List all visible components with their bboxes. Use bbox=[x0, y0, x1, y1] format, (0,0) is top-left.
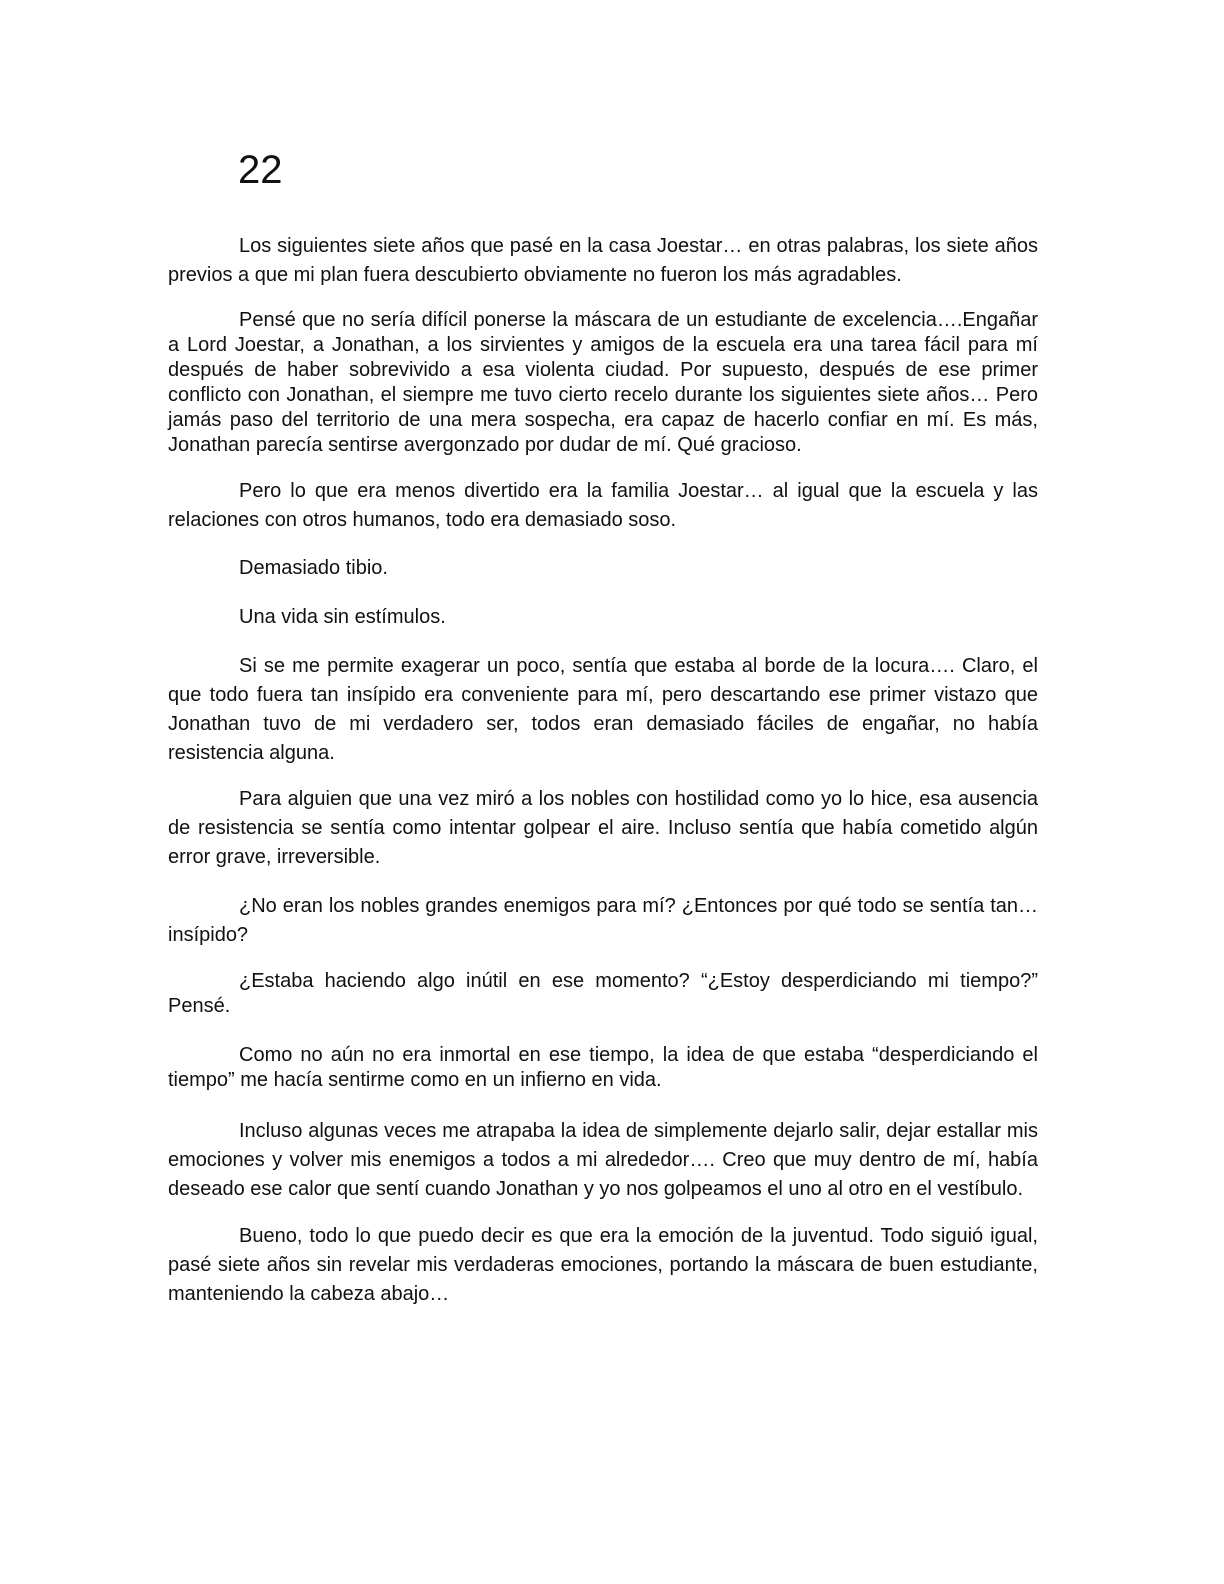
document-page bbox=[168, 0, 1038, 1584]
paragraph: Si se me permite exagerar un poco, sentía que estaba al borde de la locura…. Claro, el que todo fuera tan insípido era conveniente para mí, pero descartando ese primer vistazo que Jonathan tuvo de mi verdadero ser, todos eran demasiado fáciles de engañar, no había resistencia alguna. bbox=[168, 655, 1038, 764]
paragraph: Incluso algunas veces me atrapaba la idea de simplemente dejarlo salir, dejar estallar mis emociones y volver mis enemigos a todos a mi alrededor…. Creo que muy dentro de mí, había deseado ese calor que sentí cuando Jonathan y yo nos golpeamos el uno al otro en el vestíbulo. bbox=[168, 1120, 1038, 1200]
paragraph: Como no aún no era inmortal en ese tiempo, la idea de que estaba “desperdiciando el tiempo” me hacía sentirme como en un infierno en vida. bbox=[168, 1044, 1038, 1091]
paragraph: Para alguien que una vez miró a los nobles con hostilidad como yo lo hice, esa ausencia de resistencia se sentía como intentar golpear el aire. Incluso sentía que había cometido algún error grave, irreversible. bbox=[168, 788, 1038, 868]
chapter-number: 22 bbox=[238, 148, 283, 192]
paragraph: Pensé que no sería difícil ponerse la máscara de un estudiante de excelencia….Engañar a Lord Joestar, a Jonathan, a los sirvientes y amigos de la escuela era una tarea fácil para mí después de haber sobrevivido a esa violenta ciudad. Por supuesto, después de ese primer conflicto con Jonathan, el siempre me tuvo cierto recelo durante los siguientes siete años… Pero jamás paso del territorio de una mera sospecha, era capaz de hacerlo confiar en mí. Es más, Jonathan parecía sentirse avergonzado por dudar de mí. Qué gracioso. bbox=[168, 309, 1038, 456]
chapter-body bbox=[168, 232, 1038, 1309]
paragraph: Bueno, todo lo que puedo decir es que era la emoción de la juventud. Todo siguió igual, pasé siete años sin revelar mis verdaderas emociones, portando la máscara de buen estudiante, manteniendo la cabeza abajo… bbox=[168, 1225, 1038, 1305]
paragraph: ¿Estaba haciendo algo inútil en ese momento? “¿Estoy desperdiciando mi tiempo?” Pensé. bbox=[168, 970, 1038, 1017]
paragraph: Los siguientes siete años que pasé en la casa Joestar… en otras palabras, los siete años previos a que mi plan fuera descubierto obviamente no fueron los más agradables. bbox=[168, 235, 1038, 286]
paragraph: ¿No eran los nobles grandes enemigos para mí? ¿Entonces por qué todo se sentía tan… insípido? bbox=[168, 895, 1038, 946]
paragraph: Pero lo que era menos divertido era la familia Joestar… al igual que la escuela y las relaciones con otros humanos, todo era demasiado soso. bbox=[168, 480, 1038, 531]
paragraph: Una vida sin estímulos. bbox=[239, 606, 446, 628]
paragraph: Demasiado tibio. bbox=[239, 557, 388, 579]
